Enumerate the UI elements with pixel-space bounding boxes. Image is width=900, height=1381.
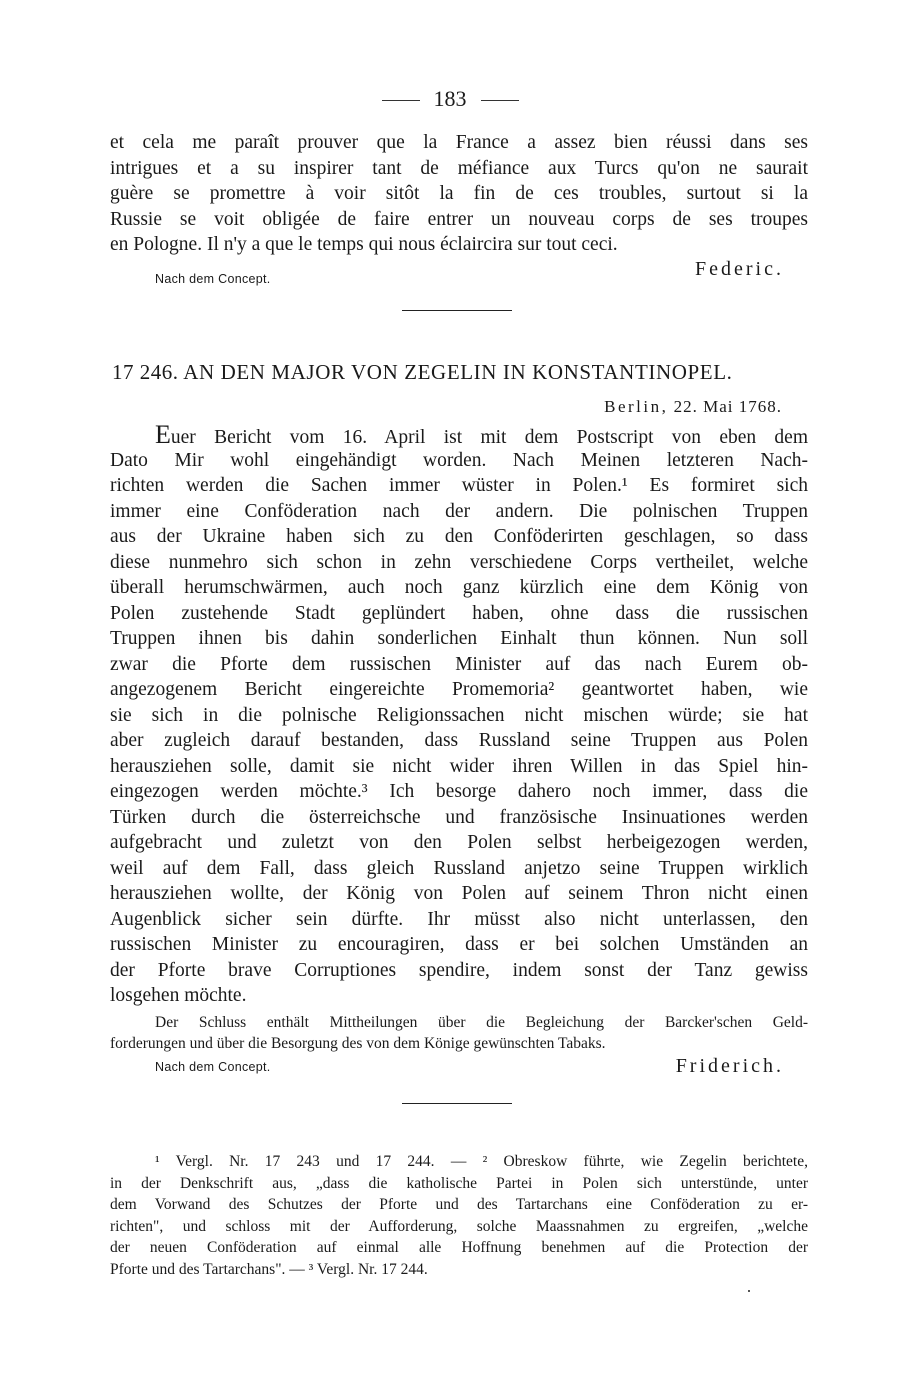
text-line: intrigues et a su inspirer tant de méfiance aux Turcs qu'on ne saurait [110,157,808,179]
section-divider [402,1103,512,1104]
page-number-dash-right [481,100,519,101]
text-line: herausziehen solle, damit sie nicht wider ihren Willen in das Spiel hin- [110,755,808,777]
text-line: zwar die Pforte dem russischen Minister auf das nach Eurem ob- [110,653,808,675]
text-line: et cela me paraît prouver que la France a assez bien réussi dans ses [110,132,808,153]
dateline [604,397,782,417]
text-line: aus der Ukraine haben sich zu den Conföderirten geschlagen, so dass [110,526,808,547]
text-line: en Pologne. Il n'y a que le temps qui nous éclaircira sur tout ceci. [110,234,618,255]
text-line: überall herumschwärmen, auch noch ganz kürzlich eine dem König von [110,577,808,598]
text-line: der Pforte brave Corruptiones spendire, indem sonst der Tanz gewiss [110,959,808,981]
text-line [110,422,808,448]
letter-heading [112,360,808,385]
text-line: Russie se voit obligée de faire entrer un nouveau corps de ses troupes [110,208,808,230]
page-number: 183 [0,86,900,112]
text-line: herausziehen wollte, der König von Polen auf seinem Thron nicht einen [110,883,808,904]
letter-number: 17 246. [112,360,179,384]
signature: Friderich. [675,1055,784,1077]
footnote-line: Pforte und des Tartarchans". — ³ Vergl. Nr. 17 244. [110,1260,428,1278]
footnote-line: richten", und schloss mit der Aufforderung, solche Maassnahmen zu ergreifen, „welche [110,1217,808,1235]
text-line: guère se promettre à voir sitôt la fin de ces troubles, surtout si la [110,183,808,204]
letter-title: AN DEN MAJOR VON ZEGELIN IN KONSTANTINOPEL. [183,360,733,384]
footnote-line: der neuen Conföderation auf einmal alle Hoffnung benehmen auf die Protection der [110,1239,808,1256]
drop-cap: E [155,420,171,449]
footnote-line: in der Denkschrift aus, „dass die katholische Partei in Polen sich unterstünde, unter [110,1174,808,1192]
text-line: Polen zustehende Stadt geplündert haben, ohne dass die russischen [110,602,808,624]
text-line: aufgebracht und zuletzt von den Polen selbst herbeigezogen werden, [110,832,808,853]
text-line: Dato Mir wohl eingehändigt worden. Nach Meinen letzteren Nach- [110,449,808,471]
text-line: richten werden die Sachen immer wüster in Polen.¹ Es formiret sich [110,475,808,496]
first-line-text: uer Bericht vom 16. April ist mit dem Postscript von eben dem [170,427,808,448]
source-note: Nach dem Concept. [155,272,271,286]
text-line: sie sich in die polnische Religionssachen nicht mischen würde; sie hat [110,704,808,726]
text-line: eingezogen werden möchte.³ Ich besorge dahero noch immer, dass die [110,781,808,802]
text-line: russischen Minister zu encouragiren, dass er bei solchen Umständen an [110,934,808,955]
text-line: weil auf dem Fall, dass gleich Russland anjetzo seine Truppen wirklich [110,857,808,879]
signature: Federic. [695,258,784,280]
footnote-line: dem Vorwand des Schutzes der Pforte und des Tartarchans eine Conföderation zu er- [110,1196,808,1213]
source-note: Nach dem Concept. [155,1060,271,1074]
page-number-dash-left [382,100,420,101]
dateline-date: 22. Mai 1768. [673,397,782,416]
footnote-line: ¹ Vergl. Nr. 17 243 und 17 244. — ² Obreskow führte, wie Zegelin berichtete, [155,1153,808,1170]
text-line: Augenblick sicher sein dürfte. Ihr müsst also nicht unterlassen, den [110,908,808,930]
text-line: angezogenem Bericht eingereichte Promemoria² geantwortet haben, wie [110,679,808,700]
note-line: forderungen und über die Besorgung des von dem Könige gewünschten Tabaks. [110,1035,606,1052]
text-line: Truppen ihnen bis dahin sonderlichen Einhalt thun können. Nun soll [110,628,808,649]
text-line: aber zugleich darauf bestanden, dass Russland seine Truppen aus Polen [110,730,808,751]
footnotes [110,1151,808,1280]
print-speck [748,1290,750,1292]
editorial-note [110,1012,808,1054]
letter-body [110,422,808,1009]
previous-letter-text [110,130,808,258]
dateline-place: Berlin, [604,397,669,416]
section-divider [402,310,512,311]
text-line: Türken durch die österreichsche und französische Insinuationes werden [110,806,808,828]
text-line: immer eine Conföderation nach der andern. Die polnischen Truppen [110,500,808,522]
text-line: losgehen möchte. [110,985,247,1006]
note-line: Der Schluss enthält Mittheilungen über die Begleichung der Barcker'schen Geld- [155,1014,808,1031]
text-line: diese nunmehro sich schon in zehn verschiedene Corps vertheilet, welche [110,551,808,573]
